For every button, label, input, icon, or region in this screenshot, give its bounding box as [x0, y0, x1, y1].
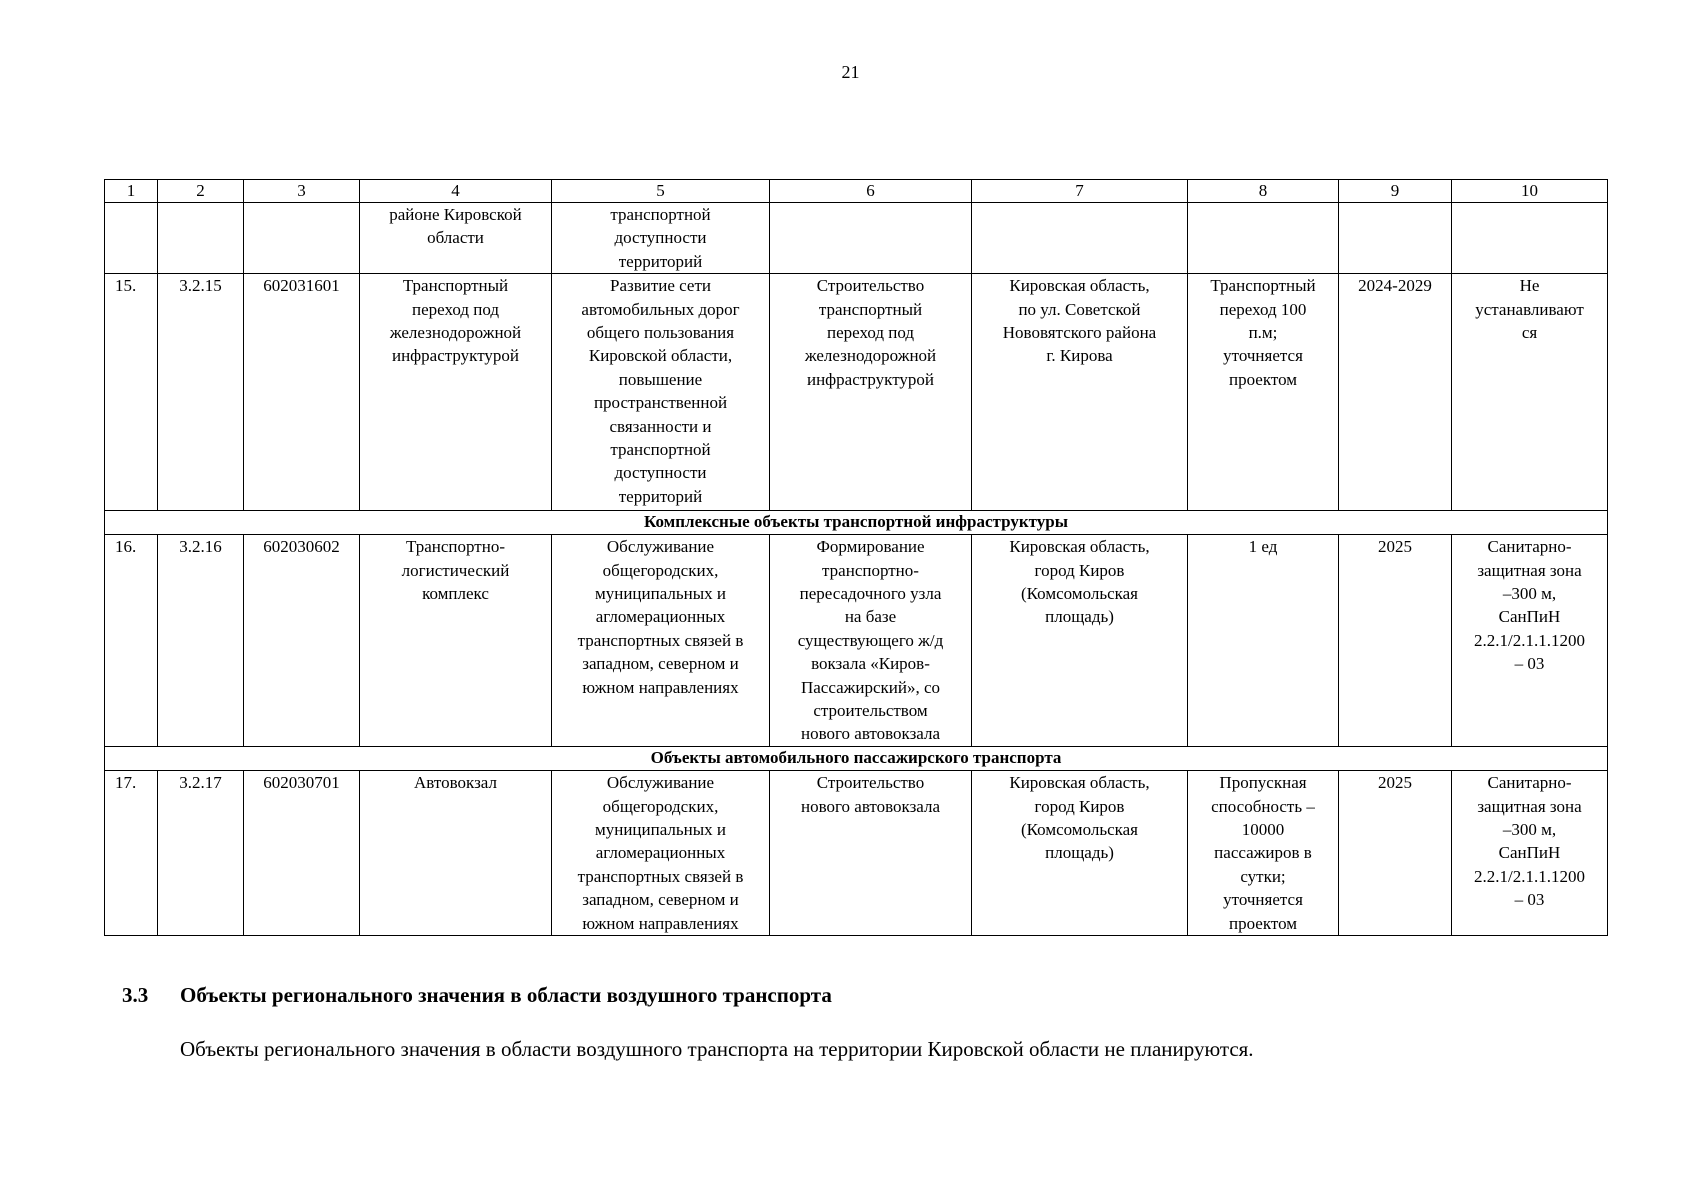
table-cell-col-1 [105, 203, 158, 274]
cell-text-line: 2.2.1/2.1.1.1200 [1474, 866, 1585, 886]
cell-text-line: доступности [614, 463, 707, 483]
body-paragraph: Объекты регионального значения в области воздушного транспорта на территории Кировской области не планируются. [180, 1037, 1254, 1061]
cell-text-line: доступности [614, 228, 707, 248]
cell-text-line: устанавливают [1475, 299, 1584, 319]
cell-text-line: Транспортный [402, 276, 509, 296]
cell-text-line: СанПиН [1498, 843, 1561, 863]
cell-text-line: транспортный [818, 299, 923, 319]
table-row [105, 203, 1608, 274]
cell-text-line: защитная зона [1477, 560, 1582, 580]
page-number: 21 [841, 62, 860, 82]
table-cell-col-10 [1452, 535, 1608, 747]
cell-text-line: Обслуживание [606, 773, 715, 793]
table-cell-col-9: 2024-2029 [1339, 274, 1452, 511]
table-cell-col-10 [1452, 274, 1608, 511]
cell-text-line: нового автовокзала [800, 724, 941, 744]
cell-text-line: Пассажирский», со [800, 677, 941, 697]
cell-text-line: муниципальных и [594, 820, 727, 840]
cell-text-line: Обслуживание [606, 537, 715, 557]
table-section-row [105, 747, 1608, 771]
cell-text-line: площадь) [1045, 607, 1114, 627]
section-title-passenger-transport: Объекты автомобильного пассажирского транспорта [105, 747, 1608, 771]
table-cell-col-1: 17. [105, 771, 158, 936]
table-cell-col-6 [770, 274, 972, 511]
table-cell-col-4: Автовокзал [360, 771, 552, 936]
section-number: 3.3 [122, 983, 149, 1007]
cell-text-line: логистический [401, 560, 510, 580]
cell-text-line: на базе [844, 607, 897, 627]
table-cell-col-3: 602030701 [244, 771, 360, 936]
table-cell-col-5 [552, 274, 770, 511]
cell-text-line: сутки; [1240, 866, 1286, 886]
table-cell-col-5 [552, 771, 770, 936]
cell-text-line: транспортных связей в [577, 866, 744, 886]
table-cell-col-9: 9 [1339, 180, 1452, 203]
table-cell-col-8 [1188, 203, 1339, 274]
table-cell-col-8 [1188, 274, 1339, 511]
cell-text-line: пассажиров в [1214, 843, 1312, 863]
cell-text-line: Пропускная [1219, 773, 1307, 793]
table-cell-col-5 [552, 535, 770, 747]
cell-text-line: транспортной [610, 205, 711, 224]
table-cell-col-7 [972, 771, 1188, 936]
cell-text-line: проектом [1228, 369, 1298, 389]
cell-text-line: общего пользования [586, 323, 735, 343]
table-cell-col-8 [1188, 771, 1339, 936]
section-heading [122, 983, 832, 1008]
cell-text-line: пространственной [593, 393, 728, 413]
cell-text-line: переход 100 [1219, 299, 1307, 319]
cell-text-line: существующего ж/д [797, 630, 944, 650]
cell-text-line: п.м; [1248, 323, 1278, 343]
cell-text-line: Кировская область, [1009, 276, 1150, 296]
table-cell-col-4 [360, 535, 552, 747]
cell-text-line: агломерационных [595, 607, 726, 627]
cell-text-line: транспортных связей в [577, 630, 744, 650]
cell-text-line: Формирование [816, 537, 925, 557]
table-cell-col-10 [1452, 771, 1608, 936]
cell-text-line: западном, северном и [582, 654, 739, 674]
cell-text-line: город Киров [1034, 560, 1125, 580]
cell-text-line: ся [1521, 323, 1538, 343]
cell-text-line: нового автовокзала [800, 796, 941, 816]
table-cell-col-7: 7 [972, 180, 1188, 203]
table-cell-col-1: 16. [105, 535, 158, 747]
table-cell-col-6: 6 [770, 180, 972, 203]
cell-text-line: железнодорожной [389, 323, 522, 343]
table-cell-col-3 [244, 203, 360, 274]
table-cell-col-4 [360, 274, 552, 511]
cell-text-line: южном направлениях [582, 677, 739, 697]
table-cell-col-6 [770, 771, 972, 936]
cell-text-line: Не [1519, 276, 1540, 296]
cell-text-line: южном направлениях [582, 913, 739, 933]
table-cell-col-9 [1339, 203, 1452, 274]
cell-text-line: Санитарно- [1487, 773, 1572, 793]
cell-text-line: муниципальных и [594, 584, 727, 604]
table-cell-col-5 [552, 203, 770, 274]
cell-text-line: Кировской области, [588, 346, 733, 366]
cell-text-line: уточняется [1223, 346, 1303, 366]
cell-text-line: транспортно- [822, 560, 919, 580]
section-title: Объекты регионального значения в области воздушного транспорта [180, 983, 832, 1007]
cell-text-line: железнодорожной [804, 346, 937, 366]
cell-text-line: способность – [1211, 796, 1315, 816]
cell-text-line: Развитие сети [610, 276, 711, 296]
table-cell-col-10: 10 [1452, 180, 1608, 203]
cell-text-line: – 03 [1514, 654, 1545, 674]
table-cell-col-1: 15. [105, 274, 158, 511]
cell-text-line: комплекс [422, 584, 489, 604]
table-cell-col-2: 2 [158, 180, 244, 203]
cell-text-line: уточняется [1223, 890, 1303, 910]
table-cell-col-4 [360, 203, 552, 274]
cell-text-line: 10000 [1241, 820, 1285, 840]
table-cell-col-2 [158, 203, 244, 274]
cell-text-line: проектом [1228, 913, 1298, 933]
cell-text-line: защитная зона [1477, 796, 1582, 816]
cell-text-line: Строительство [816, 276, 925, 296]
table-cell-col-2: 3.2.15 [158, 274, 244, 511]
table-cell-col-9: 2025 [1339, 535, 1452, 747]
cell-text-line: районе Кировской [389, 205, 522, 224]
table-cell-col-8: 1 ед [1188, 535, 1339, 747]
section-title-complex-objects: Комплексные объекты транспортной инфраструктуры [105, 511, 1608, 535]
table-cell-col-7 [972, 535, 1188, 747]
cell-text-line: по ул. Советской [1018, 299, 1141, 319]
table-cell-col-6 [770, 535, 972, 747]
table-cell-col-10 [1452, 203, 1608, 274]
cell-text-line: автомобильных дорог [581, 299, 740, 319]
cell-text-line: Транспортный [1210, 276, 1316, 296]
cell-text-line: (Комсомольская [1021, 820, 1138, 840]
table-cell-col-1: 1 [105, 180, 158, 203]
cell-text-line: Транспортно- [406, 537, 505, 557]
table-row [105, 771, 1608, 936]
cell-text-line: инфраструктурой [391, 346, 520, 366]
cell-text-line: западном, северном и [582, 890, 739, 910]
cell-text-line: Санитарно- [1487, 537, 1572, 557]
cell-text-line: агломерационных [595, 843, 726, 863]
cell-text-line: территорий [618, 251, 703, 271]
cell-text-line: Строительство [816, 773, 925, 793]
cell-text-line: общегородских, [602, 796, 719, 816]
cell-text-line: пересадочного узла [799, 584, 942, 604]
cell-text-line: –300 м, [1502, 820, 1557, 840]
cell-text-line: связанности и [609, 416, 712, 436]
cell-text-line: (Комсомольская [1021, 584, 1138, 604]
cell-text-line: город Киров [1034, 796, 1125, 816]
cell-text-line: – 03 [1514, 890, 1545, 910]
table-header-row [105, 180, 1608, 203]
cell-text-line: транспортной [610, 440, 711, 460]
cell-text-line: территорий [618, 486, 703, 506]
table-cell-col-3: 602030602 [244, 535, 360, 747]
table-cell-col-7 [972, 274, 1188, 511]
cell-text-line: СанПиН [1498, 607, 1561, 627]
cell-text-line: Кировская область, [1009, 537, 1150, 557]
table-cell-col-2: 3.2.16 [158, 535, 244, 747]
table-cell-col-5: 5 [552, 180, 770, 203]
cell-text-line: вокзала «Киров- [811, 654, 930, 674]
cell-text-line: переход под [827, 323, 914, 343]
cell-text-line: области [427, 228, 484, 248]
cell-text-line: –300 м, [1502, 584, 1557, 604]
table-cell-col-4: 4 [360, 180, 552, 203]
cell-text-line: 2.2.1/2.1.1.1200 [1474, 630, 1585, 650]
cell-text-line: площадь) [1045, 843, 1114, 863]
table-cell-col-9: 2025 [1339, 771, 1452, 936]
cell-text-line: Кировская область, [1009, 773, 1150, 793]
cell-text-line: переход под [412, 299, 499, 319]
table-cell-col-8: 8 [1188, 180, 1339, 203]
table-row [105, 535, 1608, 747]
table-cell-col-7 [972, 203, 1188, 274]
table-cell-col-3: 3 [244, 180, 360, 203]
objects-table [104, 179, 1608, 936]
table-cell-col-6 [770, 203, 972, 274]
cell-text-line: инфраструктурой [806, 369, 935, 389]
table-cell-col-3: 602031601 [244, 274, 360, 511]
table-section-row [105, 511, 1608, 535]
cell-text-line: повышение [618, 369, 703, 389]
cell-text-line: общегородских, [602, 560, 719, 580]
cell-text-line: строительством [813, 701, 928, 721]
table-row [105, 274, 1608, 511]
table-cell-col-2: 3.2.17 [158, 771, 244, 936]
cell-text-line: Нововятского района [1002, 323, 1157, 343]
cell-text-line: г. Кирова [1046, 346, 1113, 366]
